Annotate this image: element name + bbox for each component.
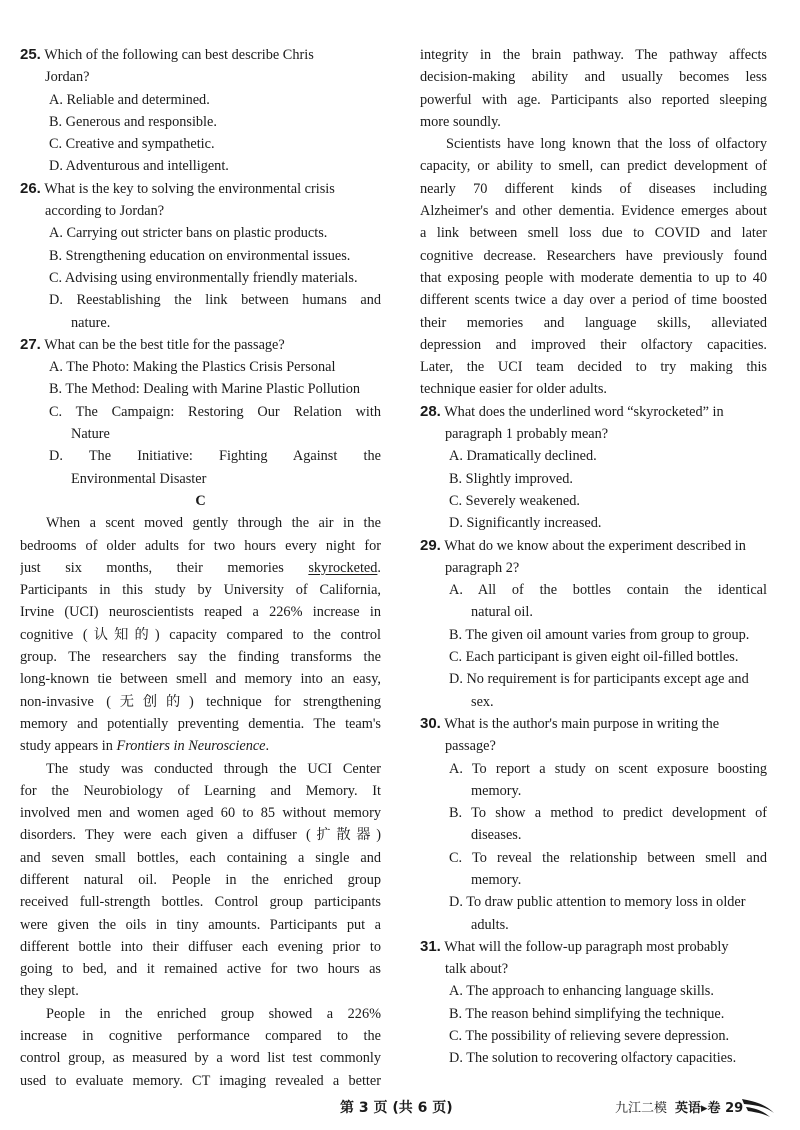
question-25-option-c[interactable]: C. Creative and sympathetic. — [49, 136, 215, 153]
passage-line: just six months, their memories skyrocketed. — [20, 559, 381, 576]
section-heading: C — [195, 492, 206, 509]
passage-line: they slept. — [20, 983, 79, 1000]
passage-line: different bottle into their diffuser each evening prior to — [20, 938, 381, 955]
passage-line: for the Neurobiology of Learning and Memory. It — [20, 782, 381, 799]
question-28-stem-cont: paragraph 1 probably mean? — [445, 426, 609, 443]
question-29-option-b[interactable]: B. The given oil amount varies from group to group. — [449, 626, 750, 643]
question-30-stem: 30. What is the author's main purpose in writing the — [420, 714, 720, 732]
question-29-option-d-cont: sex. — [471, 693, 494, 710]
question-26-option-d-cont: nature. — [71, 314, 111, 331]
passage-line: When a scent moved gently through the air in the — [46, 515, 381, 532]
passage-line: Alzheimer's and other dementia. Evidence emerges about — [420, 203, 767, 220]
passage-line: non-invasive (无创的) technique for strengthening — [20, 693, 381, 710]
question-31-option-a[interactable]: A. The approach to enhancing language skills. — [449, 983, 714, 1000]
question-29-option-a[interactable]: A. All of the bottles contain the identical — [449, 582, 767, 599]
question-31-option-c[interactable]: C. The possibility of relieving severe depression. — [449, 1028, 730, 1045]
passage-line: study appears in Frontiers in Neuroscience. — [20, 738, 270, 755]
page-footer — [0, 1097, 800, 1127]
passage-line: integrity in the brain pathway. The pathway affects — [420, 47, 767, 63]
passage-line: cognitive decrease. Researchers have previously found — [420, 247, 767, 264]
passage-line: The study was conducted through the UCI Center — [46, 760, 381, 777]
question-28-option-b[interactable]: B. Slightly improved. — [449, 470, 573, 487]
question-31-stem: 31. What will the follow-up paragraph most probably — [420, 937, 729, 955]
passage-line: Later, the UCI team decided to try making this — [420, 359, 767, 376]
passage-line: long-known tie between smell and memory into an easy, — [20, 671, 381, 688]
question-28-stem: 28. What does the underlined word “skyrocketed” in — [420, 402, 724, 420]
left-column — [20, 44, 381, 1092]
passage-line: technique easier for older adults. — [420, 381, 607, 398]
exam-label: 九江二模 — [615, 1101, 668, 1116]
subject-label: 英语▸卷 29 — [675, 1101, 744, 1116]
question-31-stem-cont: talk about? — [445, 961, 509, 978]
passage-line: disorders. They were each given a diffuser (扩散器) — [20, 827, 381, 844]
passage-line: capacity, or ability to smell, can predict development of — [420, 158, 767, 175]
question-28-option-a[interactable]: A. Dramatically declined. — [449, 448, 597, 465]
passage-line: involved men and women aged 60 to 85 without memory — [20, 805, 381, 822]
passage-line: decision-making ability and usually becomes less — [420, 69, 767, 86]
passage-line: more soundly. — [420, 113, 501, 130]
question-27-option-c-cont: Nature — [71, 426, 110, 443]
question-31-option-d[interactable]: D. The solution to recovering olfactory capacities. — [449, 1050, 737, 1067]
passage-line: depression and improved their olfactory capacities. — [420, 336, 767, 353]
underlined-word: skyrocketed — [308, 559, 378, 576]
passage-line: memory and potentially preventing dementia. The team's — [20, 715, 381, 732]
question-27-option-c[interactable]: C. The Campaign: Restoring Our Relation with — [49, 403, 381, 420]
question-25-stem: 25. Which of the following can best describe Chris — [20, 46, 314, 63]
passage-line: group. The researchers say the finding transforms the — [20, 649, 381, 666]
passage-line: Scientists have long known that the loss of olfactory — [446, 136, 767, 153]
question-30-stem-cont: passage? — [445, 738, 496, 755]
passage-line: their memories and language skills, alleviated — [420, 314, 767, 331]
question-27-stem: 27. What can be the best title for the passage? — [20, 335, 285, 353]
question-25-option-b[interactable]: B. Generous and responsible. — [49, 113, 217, 130]
question-25-option-a[interactable]: A. Reliable and determined. — [49, 91, 210, 108]
question-30-option-c-cont: memory. — [471, 871, 522, 888]
passage-line: that exposing people with moderate dementia to up to 40 — [420, 269, 767, 286]
passage-line: control group, as measured by a word list test commonly — [20, 1050, 381, 1067]
passage-line: cognitive (认知的) capacity compared to the control — [20, 626, 381, 643]
question-29-stem-cont: paragraph 2? — [445, 559, 520, 576]
passage-line: bedrooms of older adults for two hours every night for — [20, 537, 381, 554]
passage-line: People in the enriched group showed a 226% — [46, 1005, 381, 1022]
question-29-option-a-cont: natural oil. — [471, 604, 533, 621]
question-30-option-c[interactable]: C. To reveal the relationship between smell and — [449, 849, 767, 866]
right-column — [420, 44, 767, 1070]
passage-line: going to bed, and it remained active for two hours as — [20, 961, 381, 978]
passage-line: were given the oils in tiny amounts. Participants put a — [20, 916, 381, 933]
question-27-option-b[interactable]: B. The Method: Dealing with Marine Plastic Pollution — [49, 381, 361, 398]
question-27-option-d-cont: Environmental Disaster — [71, 470, 207, 487]
passage-line: different natural oil. People in the enriched group — [20, 871, 381, 888]
question-27-option-d[interactable]: D. The Initiative: Fighting Against the — [49, 448, 381, 465]
question-28-option-d[interactable]: D. Significantly increased. — [449, 515, 602, 532]
passage-line: different scents twice a day over a period of time boosted — [420, 292, 767, 309]
passage-line: Participants in this study by University of California, — [20, 582, 381, 599]
question-26-stem-cont: according to Jordan? — [45, 203, 165, 220]
question-30-option-b[interactable]: B. To show a method to predict development of — [449, 805, 767, 822]
passage-line: Irvine (UCI) neuroscientists reaped a 226% increase in — [20, 604, 381, 621]
question-26-option-c[interactable]: C. Advising using environmentally friendly materials. — [49, 269, 358, 286]
question-30-option-b-cont: diseases. — [471, 827, 522, 844]
exam-info — [615, 1097, 743, 1116]
passage-line: increase in cognitive performance compared to the — [20, 1028, 381, 1045]
question-26-option-d[interactable]: D. Reestablishing the link between humans and — [49, 292, 381, 309]
passage-line: and seven small bottles, each containing a single and — [20, 849, 381, 866]
question-31-option-b[interactable]: B. The reason behind simplifying the technique. — [449, 1005, 725, 1022]
passage-line: powerful with age. Participants also reported sleeping — [420, 91, 767, 108]
swoosh-icon — [740, 1095, 776, 1119]
passage-line: received full-strength bottles. Control group participants — [20, 894, 381, 911]
passage-line: a link between smell loss due to COVID and later — [420, 225, 767, 242]
question-26-stem: 26. What is the key to solving the environmental crisis — [20, 179, 335, 197]
question-26-option-a[interactable]: A. Carrying out stricter bans on plastic products. — [49, 225, 328, 242]
question-25-stem-cont: Jordan? — [45, 69, 90, 86]
question-30-option-d[interactable]: D. To draw public attention to memory loss in older — [449, 894, 746, 911]
question-26-option-b[interactable]: B. Strengthening education on environmental issues. — [49, 247, 351, 264]
passage-line: used to evaluate memory. CT imaging revealed a better — [20, 1072, 381, 1089]
question-30-option-a-cont: memory. — [471, 782, 522, 799]
page-number: 第 3 页 (共 6 页) — [340, 1100, 453, 1116]
question-30-option-d-cont: adults. — [471, 916, 509, 933]
journal-name: Frontiers in Neuroscience — [116, 738, 266, 755]
question-29-option-d[interactable]: D. No requirement is for participants except age and — [449, 671, 749, 688]
question-28-option-c[interactable]: C. Severely weakened. — [449, 492, 581, 509]
question-27-option-a[interactable]: A. The Photo: Making the Plastics Crisis Personal — [49, 359, 336, 376]
passage-line: nearly 70 different kinds of diseases including — [420, 180, 767, 197]
question-25-option-d[interactable]: D. Adventurous and intelligent. — [49, 158, 229, 175]
question-29-option-c[interactable]: C. Each participant is given eight oil-filled bottles. — [449, 649, 739, 666]
question-29-stem: 29. What do we know about the experiment described in — [420, 536, 746, 554]
question-30-option-a[interactable]: A. To report a study on scent exposure boosting — [449, 760, 767, 777]
